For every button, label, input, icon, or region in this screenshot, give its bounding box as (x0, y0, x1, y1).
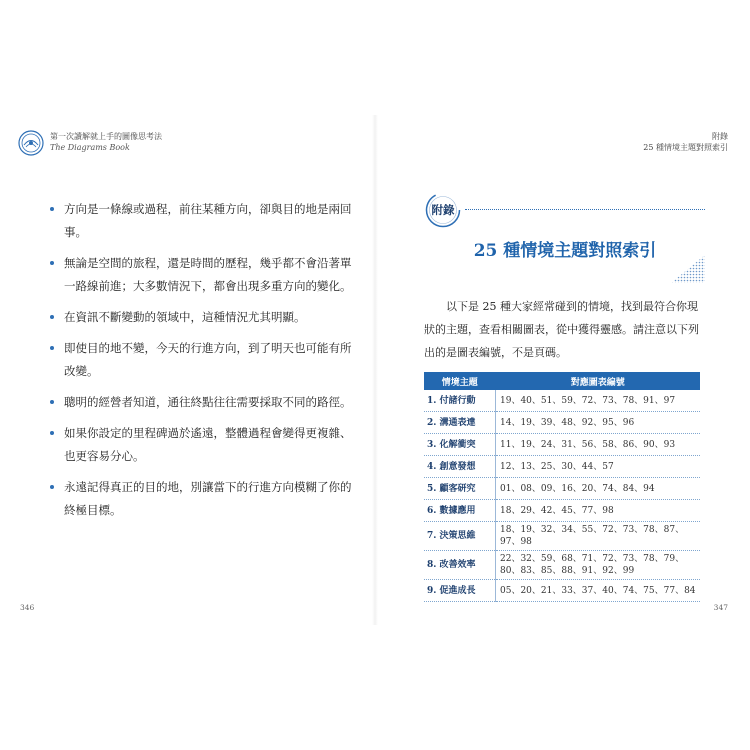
bullet-text: 永遠記得真正的目的地，別讓當下的行進方向模糊了你的終極目標。 (64, 480, 352, 517)
bullet-icon (50, 431, 54, 435)
topic-cell: 2. 溝通表達 (424, 412, 496, 434)
bullet-icon (50, 400, 54, 404)
list-item (50, 306, 360, 329)
header-section-title: 25 種情境主題對照索引 (643, 143, 728, 152)
right-page (375, 0, 750, 750)
bullet-text: 聰明的經營者知道，通往終點往往需要採取不同的路徑。 (64, 395, 352, 409)
table-row (424, 456, 700, 478)
bullet-icon (50, 485, 54, 489)
topic-cell: 9. 促進成長 (424, 580, 496, 602)
topic-cell: 8. 改善效率 (424, 551, 496, 580)
list-item (50, 198, 360, 244)
book-subtitle: The Diagrams Book (50, 143, 130, 152)
list-item (50, 337, 360, 383)
appendix-title: 25 種情境主題對照索引 (473, 241, 657, 261)
table-row (424, 551, 700, 580)
list-item (50, 476, 360, 522)
bullet-icon (50, 346, 54, 350)
intro-paragraph: 以下是 25 種大家經常碰到的情境，找到最符合你現狀的主題，查看相關圖表，從中獲得靈感。請注意以下列出的是圖表編號，不是頁碼。 (424, 300, 699, 359)
bullet-text: 方向是一條線或過程，前往某種方向，卻與目的地是兩回事。 (64, 202, 352, 239)
bullet-icon (50, 315, 54, 319)
header-section-label: 附錄 (712, 132, 728, 141)
table-row (424, 412, 700, 434)
numbers-cell: 12、13、25、30、44、57 (496, 456, 701, 478)
bullet-text: 即使目的地不變，今天的行進方向，到了明天也可能有所改變。 (64, 341, 352, 378)
topic-index-table (424, 372, 700, 602)
page-number-right: 347 (713, 603, 728, 612)
column-header-topic: 情境主題 (424, 372, 496, 390)
list-item (50, 391, 360, 414)
numbers-cell: 18、19、32、34、55、72、73、78、87、97、98 (496, 522, 701, 551)
topic-cell: 6. 數據應用 (424, 500, 496, 522)
topic-cell: 1. 付諸行動 (424, 390, 496, 412)
table-header-row (424, 372, 700, 390)
bullet-icon (50, 207, 54, 211)
halftone-triangle-icon (671, 255, 705, 283)
topic-cell: 5. 顧客研究 (424, 478, 496, 500)
topic-cell: 3. 化解衝突 (424, 434, 496, 456)
running-header-left (50, 131, 162, 153)
bullet-text: 如果你設定的里程碑過於遙遠，整體過程會變得更複雜、也更容易分心。 (64, 426, 352, 463)
column-header-numbers: 對應圖表編號 (496, 372, 701, 390)
book-title: 第一次讀解就上手的圖像思考法 (50, 132, 162, 141)
table-row (424, 522, 700, 551)
numbers-cell: 01、08、09、16、20、74、84、94 (496, 478, 701, 500)
bullet-text: 在資訊不斷變動的領域中，這種情況尤其明顯。 (64, 310, 306, 324)
list-item (50, 252, 360, 298)
numbers-cell: 11、19、24、31、56、58、86、90、93 (496, 434, 701, 456)
appendix-badge-label: 附錄 (431, 203, 455, 217)
table-row (424, 390, 700, 412)
numbers-cell: 14、19、39、48、92、95、96 (496, 412, 701, 434)
numbers-cell: 05、20、21、33、37、40、74、75、77、84 (496, 580, 701, 602)
numbers-cell: 18、29、42、45、77、98 (496, 500, 701, 522)
bullet-text: 無論是空間的旅程，還是時間的歷程，幾乎都不會沿著單一路線前進；大多數情況下，都會出現多重方向的變化。 (64, 256, 352, 293)
topic-cell: 7. 決策思維 (424, 522, 496, 551)
page-number-left: 346 (20, 603, 35, 612)
list-item (50, 422, 360, 468)
bullet-list (50, 198, 360, 530)
table-row (424, 580, 700, 602)
topic-cell: 4. 創意發想 (424, 456, 496, 478)
numbers-cell: 19、40、51、59、72、73、78、91、97 (496, 390, 701, 412)
table-row (424, 434, 700, 456)
table-row (424, 478, 700, 500)
dotted-rule (465, 209, 705, 210)
book-logo-icon (18, 130, 44, 156)
numbers-cell: 22、32、59、68、71、72、73、78、79、80、83、85、88、91、92、99 (496, 551, 701, 580)
bullet-icon (50, 261, 54, 265)
table-row (424, 500, 700, 522)
running-header-right (643, 131, 728, 153)
